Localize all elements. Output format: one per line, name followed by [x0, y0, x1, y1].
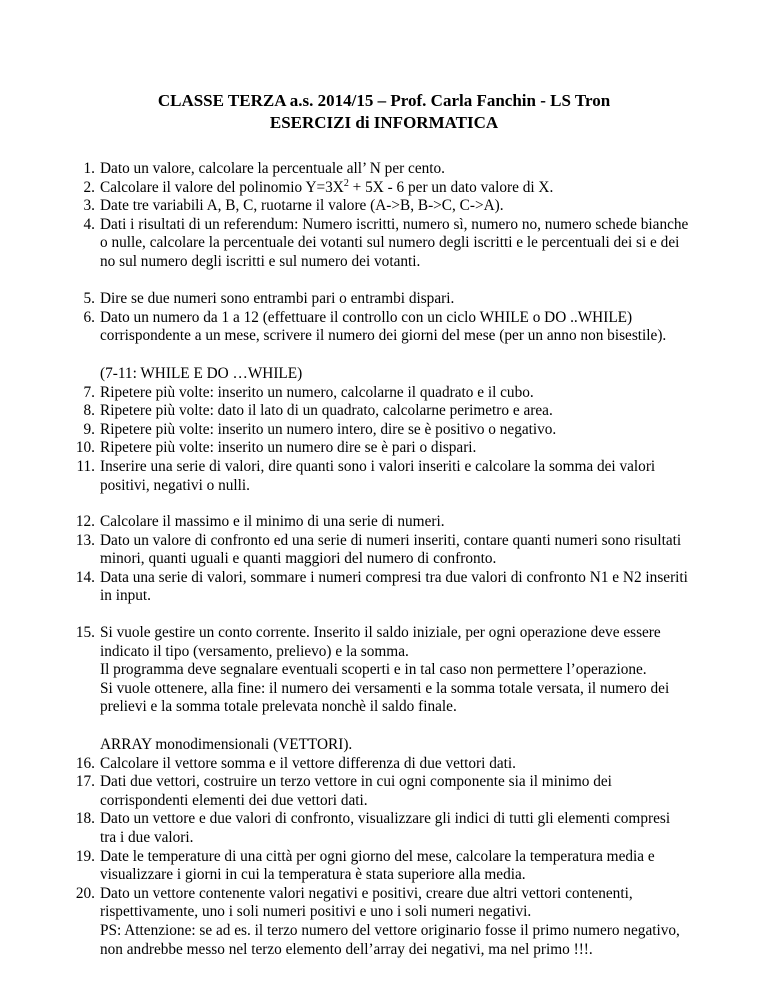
- exercise-text: Date le temperature di una città per ogni giorno del mese, calcolare la temperatura media e: [100, 847, 655, 865]
- exercise-number: 4.: [83, 215, 95, 233]
- exercise-text: Si vuole ottenere, alla fine: il numero dei versamenti e la somma totale versata, il numero dei: [100, 679, 670, 697]
- exercise-text: Data una serie di valori, sommare i numeri compresi tra due valori di confronto N1 e N2 inseriti: [100, 568, 688, 586]
- document-subtitle: ESERCIZI di INFORMATICA: [269, 113, 499, 132]
- exercise-text: prelievi e la somma totale prelevata nonchè il saldo finale.: [100, 698, 457, 716]
- exercise-text: Dire se due numeri sono entrambi pari o entrambi dispari.: [100, 290, 455, 307]
- exercise-number: 15.: [75, 624, 95, 641]
- exercise-text: Dato un vettore e due valori di confronto, visualizzare gli indici di tutti gli elementi compresi: [100, 810, 671, 828]
- exercise-number: 16.: [75, 754, 95, 772]
- exercise-text: Dati due vettori, costruire un terzo vettore in cui ogni componente sia il minimo dei: [100, 773, 612, 791]
- exercise-text: corrispondente a un mese, scrivere il numero dei giorni del mese (per un anno non bisestile).: [100, 327, 667, 345]
- exercise-text: PS: Attenzione: se ad es. il terzo numero del vettore originario fosse il primo numero negativo,: [100, 921, 680, 939]
- exercise-text: o nulle, calcolare la percentuale dei votanti sul numero degli iscritti e le percentuali dei si e dei: [100, 234, 680, 252]
- exercise-number: 12.: [75, 513, 95, 530]
- exercise-text: Ripetere più volte: dato il lato di un quadrato, calcolarne perimetro e area.: [100, 402, 553, 420]
- exercise-number: 3.: [83, 197, 95, 215]
- exercise-number: 9.: [83, 420, 95, 438]
- exercise-number: 18.: [75, 810, 95, 828]
- exercise-number: 8.: [83, 402, 95, 420]
- exercise-text: tra i due valori.: [100, 828, 194, 846]
- exercise-number: 10.: [75, 439, 95, 457]
- exercise-number: 6.: [83, 308, 95, 326]
- exercise-text: Dato un valore di confronto ed una serie di numeri inseriti, contare quanti numeri sono risultati: [100, 531, 682, 549]
- exercise-number: 19.: [75, 847, 95, 865]
- exercise-text: Ripetere più volte: inserito un numero intero, dire se è positivo o negativo.: [100, 420, 557, 438]
- exercise-text: rispettivamente, uno i soli numeri positivi e uno i soli numeri negativi.: [100, 903, 532, 921]
- exercise-text: no sul numero degli iscritti e sul numero dei votanti.: [100, 252, 421, 270]
- section-heading-while: (7-11: WHILE E DO …WHILE): [100, 365, 303, 382]
- exercise-text: Dati i risultati di un referendum: Numero iscritti, numero sì, numero no, numero schede bianche: [100, 215, 689, 233]
- document-title: CLASSE TERZA a.s. 2014/15 – Prof. Carla Fanchin - LS Tron: [157, 91, 611, 110]
- exercise-number: 7.: [83, 383, 95, 401]
- exercise-text: indicato il tipo (versamento, prelievo) e la somma.: [100, 642, 409, 660]
- exercise-text: Date tre variabili A, B, C, ruotarne il valore (A->B, B->C, C->A).: [100, 197, 504, 215]
- exercise-text: Dato un numero da 1 a 12 (effettuare il controllo con un ciclo WHILE o DO ..WHILE): [100, 308, 633, 326]
- exercise-text: Dato un vettore contenente valori negativi e positivi, creare due altri vettori contenenti,: [100, 884, 633, 902]
- exponent: 2: [343, 177, 349, 189]
- exercise-text: Calcolare il vettore somma e il vettore differenza di due vettori dati.: [100, 754, 516, 772]
- exercise-number: 5.: [83, 290, 95, 307]
- exercise-text: Ripetere più volte: inserito un numero, calcolarne il quadrato e il cubo.: [100, 383, 534, 401]
- exercise-text: positivi, negativi o nulli.: [100, 476, 250, 494]
- exercise-number: 13.: [75, 531, 95, 549]
- exercise-text: Il programma deve segnalare eventuali scoperti e in tal caso non permettere l’operazione.: [100, 661, 647, 679]
- exercise-text: non andrebbe messo nel terzo elemento dell’array dei negativi, ma nel primo !!!.: [100, 940, 593, 958]
- exercise-text: Calcolare il massimo e il minimo di una serie di numeri.: [100, 513, 445, 530]
- exercise-text: Si vuole gestire un conto corrente. Inserito il saldo iniziale, per ogni operazione deve essere: [100, 624, 661, 641]
- exercise-number: 2.: [83, 178, 95, 196]
- exercise-text: Ripetere più volte: inserito un numero dire se è pari o dispari.: [100, 439, 477, 457]
- exercise-text: corrispondenti elementi dei due vettori dati.: [100, 791, 368, 809]
- exercise-number: 14.: [75, 568, 95, 586]
- exercise-number: 11.: [76, 458, 95, 475]
- exercise-text: visualizzare i giorni in cui la temperatura è stata superiore alla media.: [100, 866, 526, 884]
- exercise-number: 20.: [75, 884, 95, 902]
- exercise-text: Calcolare il valore del polinomio $Y=3X^2 + 5X - 6$ per un dato valore di X.: [100, 177, 554, 196]
- exercise-text: minori, quanti uguali e quanti maggiori del numero di confronto.: [100, 550, 497, 568]
- exercise-text: Dato un valore, calcolare la percentuale all’ N per cento.: [100, 160, 445, 177]
- section-heading-array: ARRAY monodimensionali (VETTORI).: [100, 736, 353, 753]
- exercise-number: 17.: [75, 773, 95, 791]
- exercise-number: 1.: [83, 160, 95, 177]
- exercise-text: in input.: [100, 587, 151, 605]
- exercise-text: Inserire una serie di valori, dire quanti sono i valori inseriti e calcolare la somma dei valori: [100, 458, 656, 475]
